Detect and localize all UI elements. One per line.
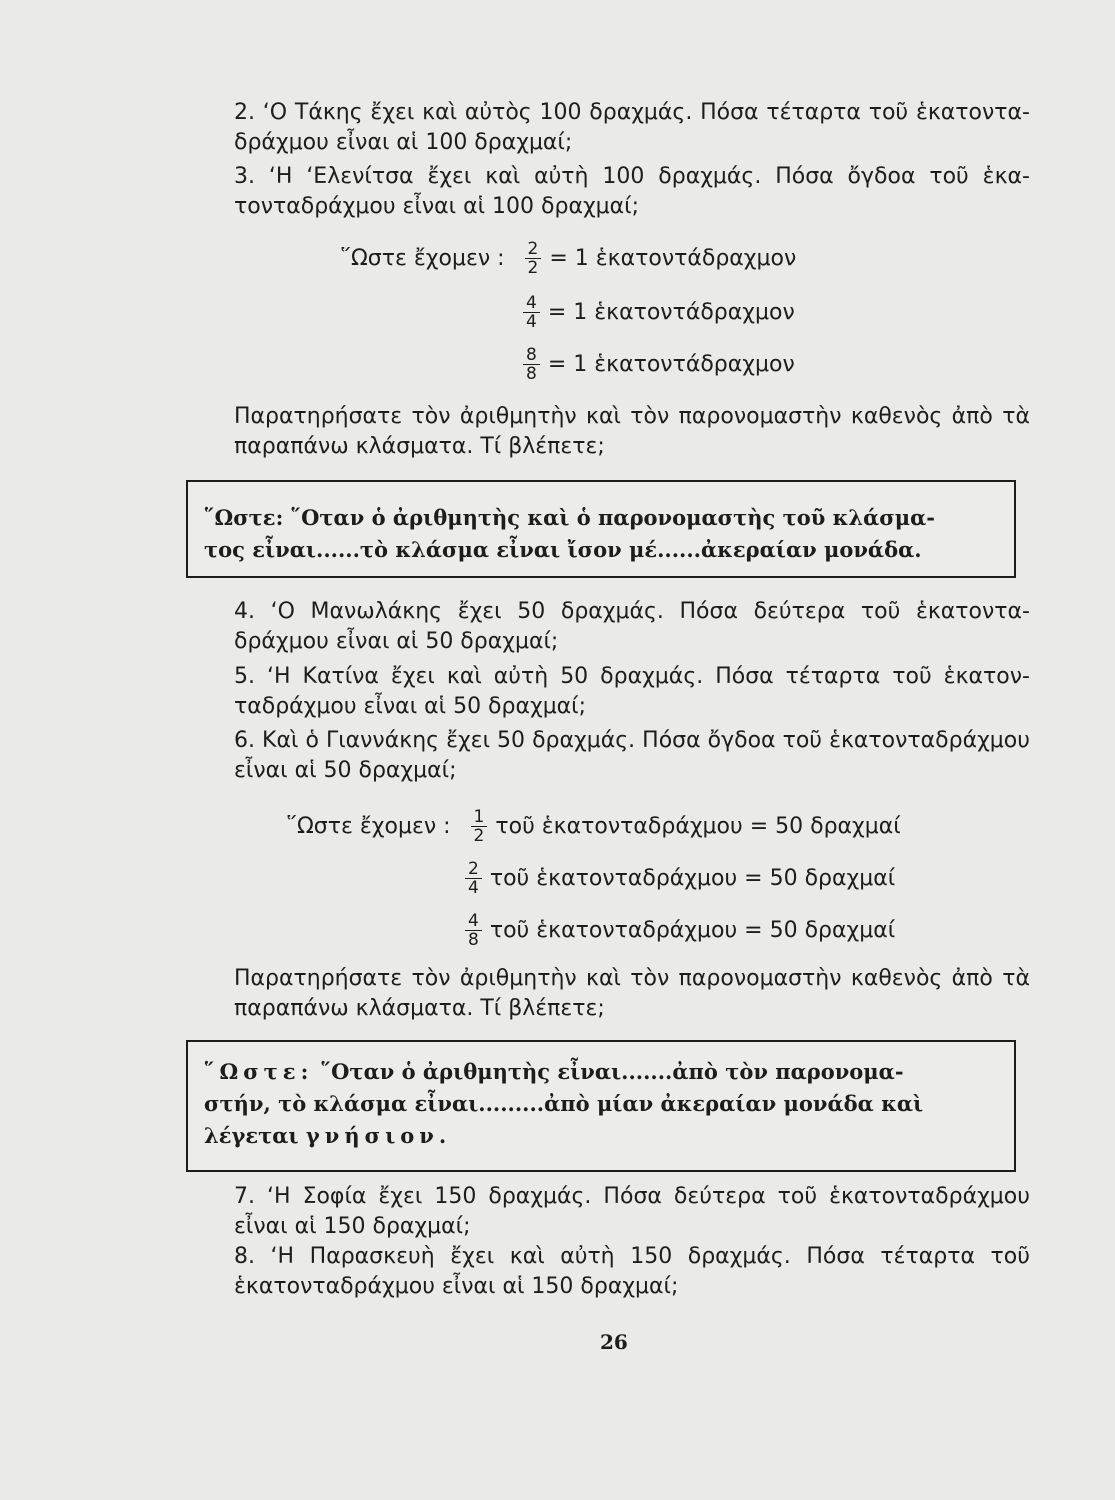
fraction: $\frac{2}{2}$: [525, 240, 542, 277]
rule-box-2: ῞Ωστε: ῞Οταν ὁ ἀριθμητὴς εἶναι.......ἀπὸ τὸν παρονομα- στήν, τὸ κλάσμα εἶναι.........ἀπὸ μίαν ἀκεραίαν μονάδα καὶ λέγεται γνήσιον.: [186, 1040, 1016, 1172]
question-6: 6. Καὶ ὁ Γιαννάκης ἔχει 50 δραχμάς. Πόσα ὄγδοα τοῦ ἑκατονταδράχμου εἶναι αἱ 50 δραχμαί;: [234, 728, 1030, 783]
fraction: $\frac{4}{4}$: [523, 294, 540, 331]
question-8: 8. ‘Η Παρασκευὴ ἔχει καὶ αὐτὴ 150 δραχμάς. Πόσα τέταρτα τοῦ ἑκατονταδράχμου εἶναι αἱ 150 δραχμαί;: [234, 1244, 1030, 1299]
rule-box-1: ῞Ωστε: ῞Οταν ὁ ἀριθμητὴς καὶ ὁ παρονομαστὴς τοῦ κλάσμα- τος εἶναι......τὸ κλάσμα εἶναι ἴσον μέ......ἀκεραίαν μονάδα.: [186, 480, 1016, 578]
fraction: $\frac{8}{8}$: [523, 346, 540, 383]
fraction-row-6: $\frac{4}{8}$ τοῦ ἑκατονταδράχμου = 50 δραχμαί: [457, 912, 895, 949]
fraction: $\frac{2}{4}$: [465, 860, 482, 897]
so-we-have-label: ῞Ωστε ἔχομεν :: [340, 246, 505, 271]
question-5: 5. ‘Η Κατίνα ἔχει καὶ αὐτὴ 50 δραχμάς. Πόσα τέταρτα τοῦ ἑκατονταδράχμου εἶναι αἱ 50 δραχμαί;: [234, 664, 1030, 719]
question-4: 4. ‘Ο Μανωλάκης ἔχει 50 δραχμάς. Πόσα δεύτερα τοῦ ἑκατονταδράχμου εἶναι αἱ 50 δραχμαί;: [234, 599, 1030, 654]
so-we-have-label: ῞Ωστε ἔχομεν :: [286, 814, 451, 839]
fraction: $\frac{1}{2}$: [471, 808, 488, 845]
question-3: 3. ‘Η ‘Ελενίτσα ἔχει καὶ αὐτὴ 100 δραχμάς. Πόσα ὄγδοα τοῦ ἑκατονταδράχμου εἶναι αἱ 100 δραχμαί;: [234, 164, 1030, 219]
fraction-row-1: ῞Ωστε ἔχομεν : $\frac{2}{2}$ = 1 ἑκατοντάδραχμον: [340, 239, 797, 278]
observe-paragraph-1: Παρατηρήσατε τὸν ἀριθμητὴν καὶ τὸν παρονομαστὴν καθενὸς ἀπὸ τὰ παραπάνω κλάσματα. Τί βλέπετε;: [234, 404, 1030, 459]
question-7: 7. ‘Η Σοφία ἔχει 150 δραχμάς. Πόσα δεύτερα τοῦ ἑκατονταδράχμου εἶναι αἱ 150 δραχμαί;: [234, 1184, 1030, 1239]
fraction-row-2: $\frac{4}{4}$ = 1 ἑκατοντάδραχμον: [515, 294, 795, 331]
observe-paragraph-2: Παρατηρήσατε τὸν ἀριθμητὴν καὶ τὸν παρονομαστὴν καθενὸς ἀπὸ τὰ παραπάνω κλάσματα. Τί βλέπετε;: [234, 966, 1030, 1021]
fraction: $\frac{4}{8}$: [465, 912, 482, 949]
fraction-row-5: $\frac{2}{4}$ τοῦ ἑκατονταδράχμου = 50 δραχμαί: [457, 860, 895, 897]
fraction-row-4: ῞Ωστε ἔχομεν : $\frac{1}{2}$ τοῦ ἑκατονταδράχμου = 50 δραχμαί: [286, 807, 901, 846]
page-number: 26: [600, 1330, 628, 1354]
question-2: 2. ‘Ο Τάκης ἔχει καὶ αὐτὸς 100 δραχμάς. Πόσα τέταρτα τοῦ ἑκατονταδράχμου εἶναι αἱ 100 δραχμαί;: [234, 100, 1030, 155]
fraction-row-3: $\frac{8}{8}$ = 1 ἑκατοντάδραχμον: [515, 346, 795, 383]
